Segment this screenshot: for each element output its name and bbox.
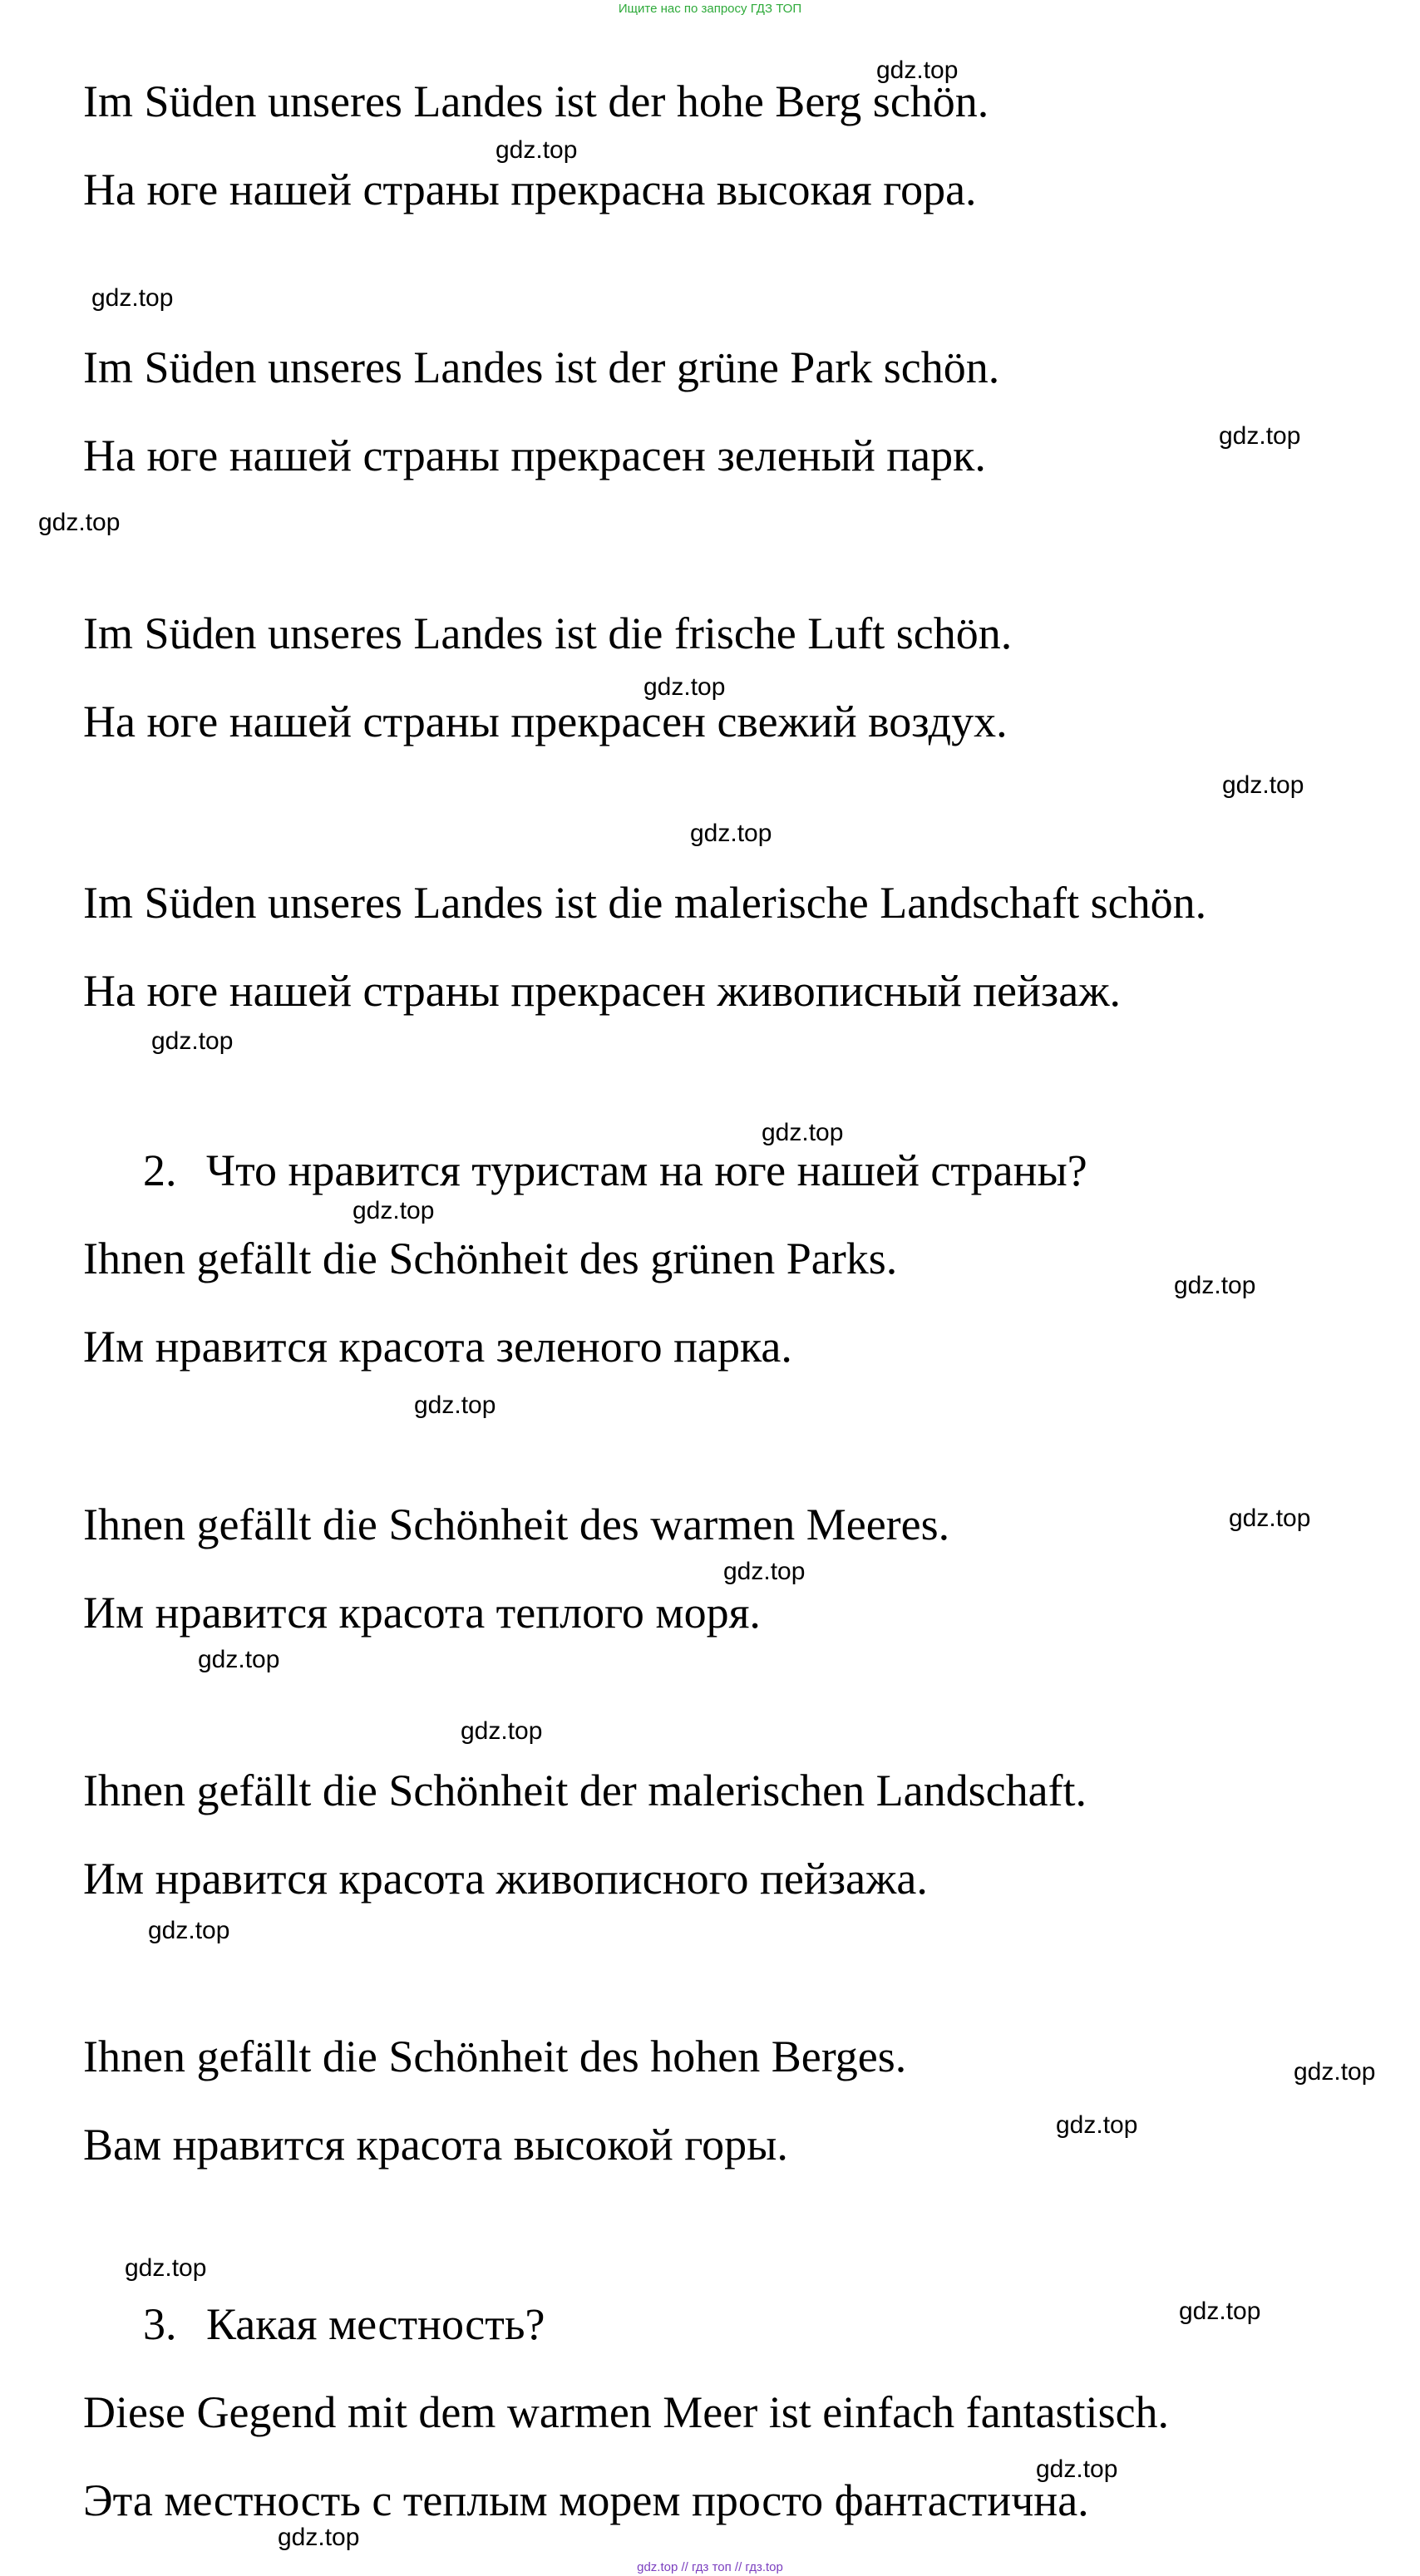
sentence-de: Ihnen gefällt die Schönheit der malerischen Landschaft.: [83, 1766, 1087, 1815]
sentence-de: Ihnen gefällt die Schönheit des warmen Meeres.: [83, 1500, 950, 1549]
watermark: gdz.top: [496, 136, 578, 164]
watermark: gdz.top: [762, 1119, 844, 1146]
watermark: gdz.top: [1229, 1505, 1311, 1532]
sentence-ru: На юге нашей страны прекрасна высокая гора.: [83, 165, 977, 214]
watermark: gdz.top: [1294, 2058, 1376, 2086]
sentence-de: Ihnen gefällt die Schönheit des grünen Parks.: [83, 1234, 898, 1283]
watermark: gdz.top: [876, 57, 959, 84]
sentence-de: Diese Gegend mit dem warmen Meer ist einfach fantastisch.: [83, 2387, 1170, 2437]
watermark: gdz.top: [1174, 1272, 1256, 1299]
question-2: [143, 1145, 1087, 1195]
watermark: gdz.top: [151, 1027, 234, 1055]
watermark: gdz.top: [148, 1917, 230, 1944]
footer-note: gdz.top // гдз топ // гдз.top: [637, 2560, 783, 2574]
sentence-ru: Им нравится красота живописного пейзажа.: [83, 1854, 928, 1904]
question-number: 3.: [143, 2299, 177, 2349]
sentence-de: Im Süden unseres Landes ist der hohe Berg schön.: [83, 76, 989, 126]
question-text: Какая местность?: [206, 2299, 545, 2349]
watermark: gdz.top: [38, 509, 121, 536]
sentence-ru: Им нравится красота теплого моря.: [83, 1588, 761, 1638]
sentence-de: Im Süden unseres Landes ist die malerische Landschaft schön.: [83, 878, 1207, 928]
watermark: gdz.top: [461, 1717, 543, 1745]
sentence-ru: На юге нашей страны прекрасен свежий воздух.: [83, 697, 1008, 746]
watermark: gdz.top: [723, 1558, 806, 1585]
sentence-ru: На юге нашей страны прекрасен зеленый парк.: [83, 431, 986, 480]
question-text: Что нравится туристам на юге нашей страны?: [206, 1145, 1087, 1195]
watermark: gdz.top: [1056, 2111, 1138, 2139]
watermark: gdz.top: [643, 673, 726, 701]
watermark: gdz.top: [1179, 2298, 1261, 2325]
watermark: gdz.top: [198, 1646, 280, 1673]
watermark: gdz.top: [353, 1197, 435, 1224]
question-3: [143, 2299, 545, 2349]
watermark: gdz.top: [125, 2254, 207, 2282]
question-number: 2.: [143, 1145, 177, 1195]
sentence-ru: На юге нашей страны прекрасен живописный пейзаж.: [83, 966, 1122, 1016]
watermark: gdz.top: [1036, 2455, 1118, 2483]
watermark: gdz.top: [278, 2524, 360, 2551]
watermark: gdz.top: [1219, 422, 1301, 450]
watermark: gdz.top: [1222, 771, 1304, 799]
sentence-ru: Им нравится красота зеленого парка.: [83, 1322, 792, 1372]
watermark: gdz.top: [414, 1391, 496, 1419]
sentence-ru: Вам нравится красота высокой горы.: [83, 2120, 788, 2170]
watermark: gdz.top: [690, 820, 772, 847]
sentence-ru: Эта местность с теплым морем просто фантастична.: [83, 2475, 1089, 2525]
header-note: Ищите нас по запросу ГДЗ ТОП: [618, 2, 802, 16]
watermark: gdz.top: [91, 284, 174, 312]
sentence-de: Im Süden unseres Landes ist die frische Luft schön.: [83, 608, 1013, 658]
sentence-de: Im Süden unseres Landes ist der grüne Park schön.: [83, 342, 1000, 392]
sentence-de: Ihnen gefällt die Schönheit des hohen Berges.: [83, 2032, 907, 2081]
